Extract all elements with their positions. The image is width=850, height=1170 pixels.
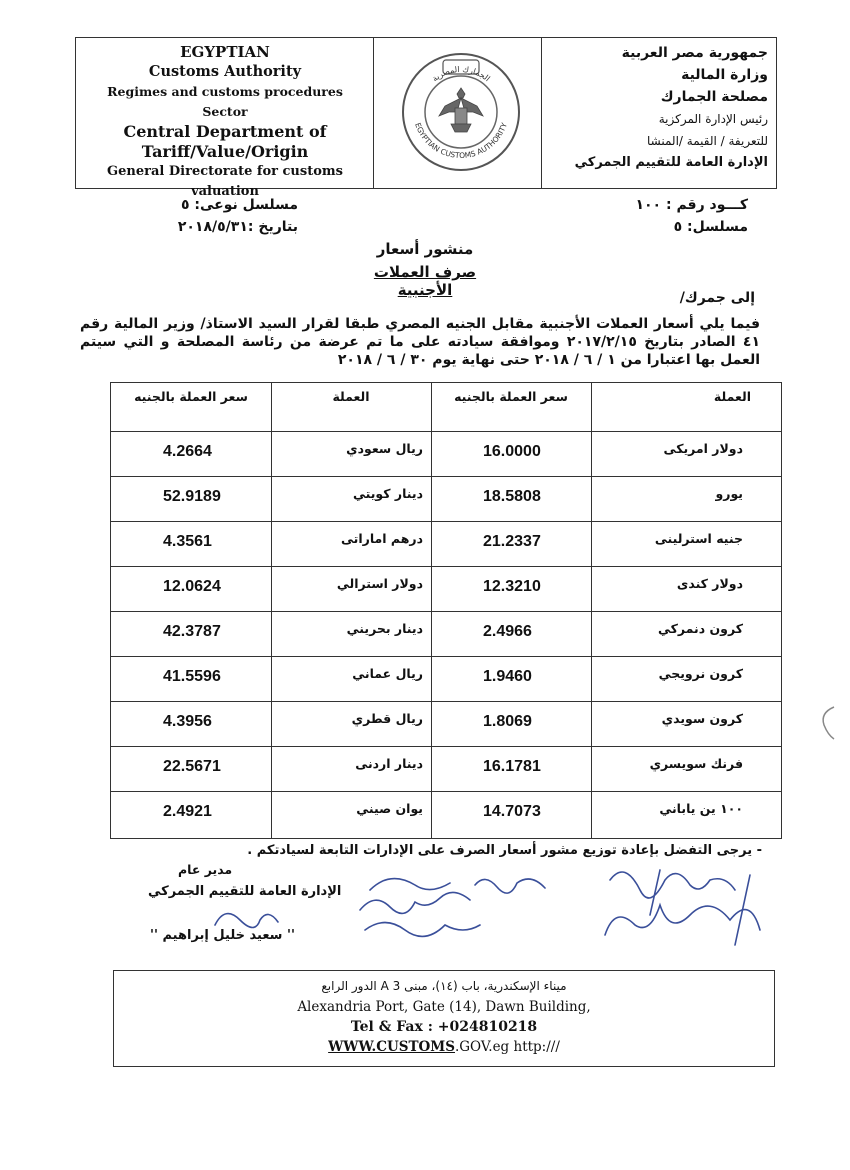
circular-subtitle: صرف العملات الأجنبية — [373, 263, 477, 299]
currency-rate: 2.4921 — [163, 803, 212, 820]
table-row-divider — [111, 746, 781, 747]
signature-stroke — [215, 914, 278, 928]
table-row-divider — [111, 566, 781, 567]
letterhead-en-line: General Directorate for customs valuation — [107, 164, 343, 199]
currency-name: يورو — [715, 486, 743, 501]
currency-rate: 52.9189 — [163, 488, 221, 505]
exchange-rates-table — [110, 382, 782, 839]
currency-rate: 12.3210 — [483, 578, 541, 595]
table-header-divider — [111, 431, 781, 432]
seal-ar-text: الجمارك المصرية — [430, 64, 492, 84]
letterhead-ar-line: رئيس الإدارة المركزية — [658, 112, 768, 126]
currency-name: كرون دنمركي — [657, 621, 743, 636]
currency-rate: 2.4966 — [483, 623, 532, 640]
letterhead-en-line: Central Department of — [123, 122, 327, 141]
margin-bracket-mark — [812, 703, 842, 743]
currency-name: جنيه استرلينى — [654, 531, 743, 546]
currency-rate: 4.2664 — [163, 443, 212, 460]
currency-rate: 16.1781 — [483, 758, 541, 775]
currency-rate: 16.0000 — [483, 443, 541, 460]
currency-rate: 1.8069 — [483, 713, 532, 730]
seal-en-text: EGYPTIAN CUSTOMS AUTHORITY — [413, 121, 509, 161]
currency-name: دولار استرالي — [336, 576, 423, 591]
currency-rate: 12.0624 — [163, 578, 221, 595]
currency-name: دينار اردنى — [355, 756, 423, 771]
table-row-divider — [111, 656, 781, 657]
currency-name: ريال سعودي — [346, 441, 423, 456]
currency-name: يوان صيني — [356, 801, 423, 816]
signature-stroke — [370, 879, 450, 890]
letterhead-en-line: Regimes and customs procedures Sector — [107, 84, 343, 119]
signature-stroke — [360, 892, 470, 913]
table-row-divider — [111, 791, 781, 792]
currency-name: كرون سويدي — [661, 711, 743, 726]
circular-title: منشور أسعار — [376, 240, 474, 258]
currency-name: دينار كويتي — [352, 486, 423, 501]
table-row-divider — [111, 701, 781, 702]
letterhead-en-line: Tariff/Value/Origin — [141, 142, 309, 161]
footer-website-main[interactable]: WWW.CUSTOMS — [328, 1039, 455, 1055]
currency-name: فرنك سويسري — [649, 756, 743, 771]
signature-stroke — [365, 923, 480, 937]
currency-name: ١٠٠ ين ياباني — [659, 801, 743, 816]
currency-name: ريال عماني — [352, 666, 423, 681]
table-row-divider — [111, 521, 781, 522]
circular-date: بتاريخ :٢٠١٨/٥/٣١ — [177, 219, 298, 235]
currency-name: ريال قطري — [351, 711, 423, 726]
letterhead-ar-line: للتعريفة / القيمة /المنشا — [647, 134, 768, 148]
type-serial-number: مسلسل نوعى: ٥ — [180, 197, 298, 213]
letterhead-arabic — [548, 42, 768, 174]
currency-rate: 14.7073 — [483, 803, 541, 820]
currency-name: كرون نرويجي — [658, 666, 743, 681]
currency-name: درهم اماراتى — [341, 531, 423, 546]
currency-rate: 42.3787 — [163, 623, 221, 640]
currency-rate: 21.2337 — [483, 533, 541, 550]
letterhead-divider — [541, 38, 542, 188]
signature-stroke — [475, 879, 545, 893]
letterhead — [75, 37, 777, 199]
letterhead-english — [84, 42, 366, 202]
currency-rate: 41.5596 — [163, 668, 221, 685]
signature-stroke — [605, 905, 760, 935]
header-rate-left: سعر العملة بالجنيه — [454, 389, 568, 404]
handwritten-signatures — [195, 855, 785, 955]
letterhead-divider — [373, 38, 374, 188]
general-manager-name: '' سعيد خليل إبراهيم '' — [150, 928, 295, 943]
footer-tel-fax: Tel & Fax : +024810218 — [350, 1019, 538, 1035]
footer-website[interactable] — [114, 1039, 774, 1055]
letterhead-ar-line: جمهورية مصر العربية — [621, 45, 768, 61]
table-row-divider — [111, 611, 781, 612]
addressee-line: إلى جمرك/ — [679, 290, 755, 306]
code-number: كـــود رقم : ١٠٠ — [635, 197, 748, 213]
signature-stroke — [610, 872, 735, 898]
footer-address-english: Alexandria Port, Gate (14), Dawn Building, — [297, 999, 591, 1015]
currency-name: دولار كندى — [676, 576, 743, 591]
header-currency-right: العملة — [332, 389, 370, 404]
general-manager-department: الإدارة العامة للتقييم الجمركي — [148, 884, 342, 899]
serial-number: مسلسل: ٥ — [673, 219, 748, 235]
header-currency-left: العملة — [713, 389, 751, 404]
currency-rate: 4.3956 — [163, 713, 212, 730]
general-manager-title: مدير عام — [178, 862, 233, 877]
letterhead-en-line: EGYPTIAN — [180, 43, 270, 61]
letterhead-en-line: Customs Authority — [148, 63, 302, 80]
footer-address-arabic: ميناء الإسكندرية، باب (١٤)، مبنى A 3 الدور الرابع — [321, 979, 567, 993]
currency-name: دولار امريكى — [663, 441, 743, 456]
distribution-note: - يرجى التفضل بإعادة توزيع مشور أسعار الصرف على الإدارات التابعة لسيادتكم . — [247, 843, 762, 858]
currency-rate: 18.5808 — [483, 488, 541, 505]
currency-rate: 22.5671 — [163, 758, 221, 775]
currency-rate: 4.3561 — [163, 533, 212, 550]
footer-contact-box — [113, 970, 775, 1067]
letterhead-ar-line: وزارة المالية — [681, 67, 768, 83]
eagle-emblem-icon — [439, 88, 483, 132]
letterhead-ar-line: الإدارة العامة للتقييم الجمركي — [574, 155, 768, 170]
currency-name: دينار بحريني — [346, 621, 423, 636]
header-rate-right: سعر العملة بالجنيه — [134, 389, 248, 404]
letterhead-ar-line: مصلحة الجمارك — [660, 89, 768, 105]
currency-rate: 1.9460 — [483, 668, 532, 685]
circular-body: فيما يلي أسعار العملات الأجنبية مقابل الجنيه المصري طبقا لقرار السيد الاستاذ/ وزير المالية رقم ٤١ الصادر بتاريخ ٢٠١٧/٢/١٥ وموافقة سيادته على ما تم عرضة من رئاسة المصلحة و التي سيتم العمل بها اعتبارا من ١ / ٦ / ٢٠١٨ حتى نهاية يوم ٣٠ / ٦ / ٢٠١٨ — [80, 316, 760, 368]
customs-seal-logo — [399, 50, 524, 175]
table-row-divider — [111, 476, 781, 477]
footer-website-rest[interactable]: .GOV.eg http:/// — [454, 1039, 560, 1055]
